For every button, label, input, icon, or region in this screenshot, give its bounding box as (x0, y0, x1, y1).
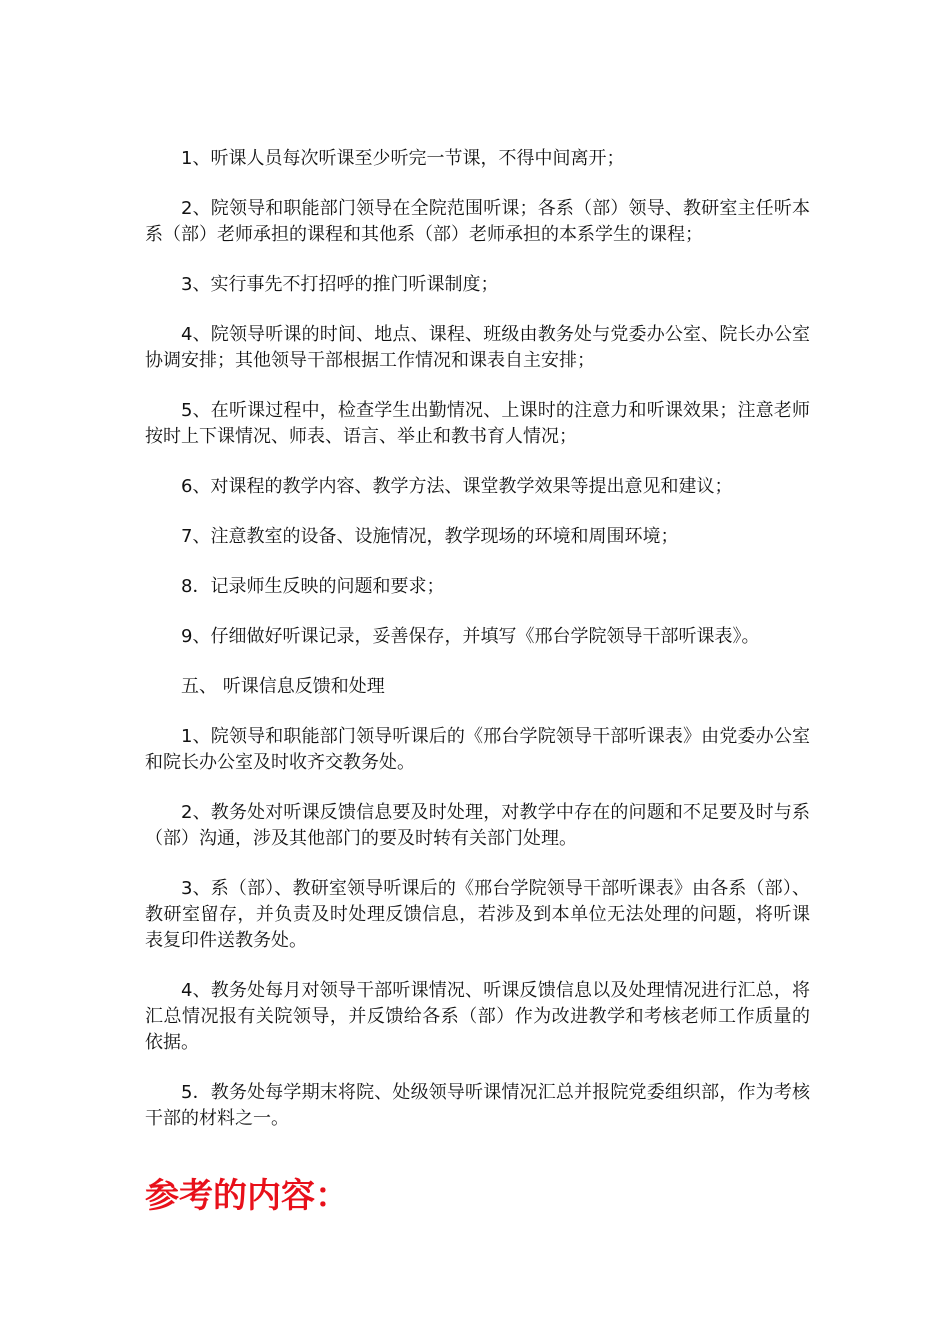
paragraph-rule-6: 6、对课程的教学内容、教学方法、课堂教学效果等提出意见和建议； (181, 476, 733, 497)
paragraph-feedback-5: 5．教务处每学期末将院、处级领导听课情况汇总并报院党委组织部，作为考核干部的材料之一。 (145, 1082, 810, 1129)
paragraph-feedback-2: 2、教务处对听课反馈信息要及时处理，对教学中存在的问题和不足要及时与系（部）沟通，涉及其他部门的要及时转有关部门处理。 (145, 802, 810, 849)
paragraph-rule-4: 4、院领导听课的时间、地点、课程、班级由教务处与党委办公室、院长办公室协调安排；其他领导干部根据工作情况和课表自主安排； (145, 324, 810, 371)
paragraph-rule-7: 7、注意教室的设备、设施情况，教学现场的环境和周围环境； (181, 526, 679, 547)
paragraph-rule-9: 9、仔细做好听课记录，妥善保存，并填写《邢台学院领导干部听课表》。 (181, 626, 760, 647)
paragraph-rule-1: 1、听课人员每次听课至少听完一节课，不得中间离开； (181, 148, 625, 169)
paragraph-rule-5: 5、在听课过程中，检查学生出勤情况、上课时的注意力和听课效果；注意老师按时上下课情况、师表、语言、举止和教书育人情况； (145, 400, 810, 447)
paragraph-rule-2: 2、院领导和职能部门领导在全院范围听课；各系（部）领导、教研室主任听本系（部）老师承担的课程和其他系（部）老师承担的本系学生的课程； (145, 198, 810, 245)
paragraph-feedback-1: 1、院领导和职能部门领导听课后的《邢台学院领导干部听课表》由党委办公室和院长办公室及时收齐交教务处。 (145, 726, 810, 773)
paragraph-rule-3: 3、实行事先不打招呼的推门听课制度； (181, 274, 499, 295)
paragraph-feedback-3: 3、系（部）、教研室领导听课后的《邢台学院领导干部听课表》由各系（部）、教研室留存，并负责及时处理反馈信息，若涉及到本单位无法处理的问题，将听课表复印件送教务处。 (145, 878, 810, 951)
paragraph-feedback-4: 4、教务处每月对领导干部听课情况、听课反馈信息以及处理情况进行汇总，将汇总情况报有关院领导，并反馈给各系（部）作为改进教学和考核老师工作质量的依据。 (145, 980, 810, 1053)
section-heading-feedback: 五、 听课信息反馈和处理 (181, 676, 385, 697)
document-body (145, 146, 810, 1132)
reference-heading: 参考的内容： (145, 1176, 349, 1216)
paragraph-rule-8: 8．记录师生反映的问题和要求； (181, 576, 445, 597)
